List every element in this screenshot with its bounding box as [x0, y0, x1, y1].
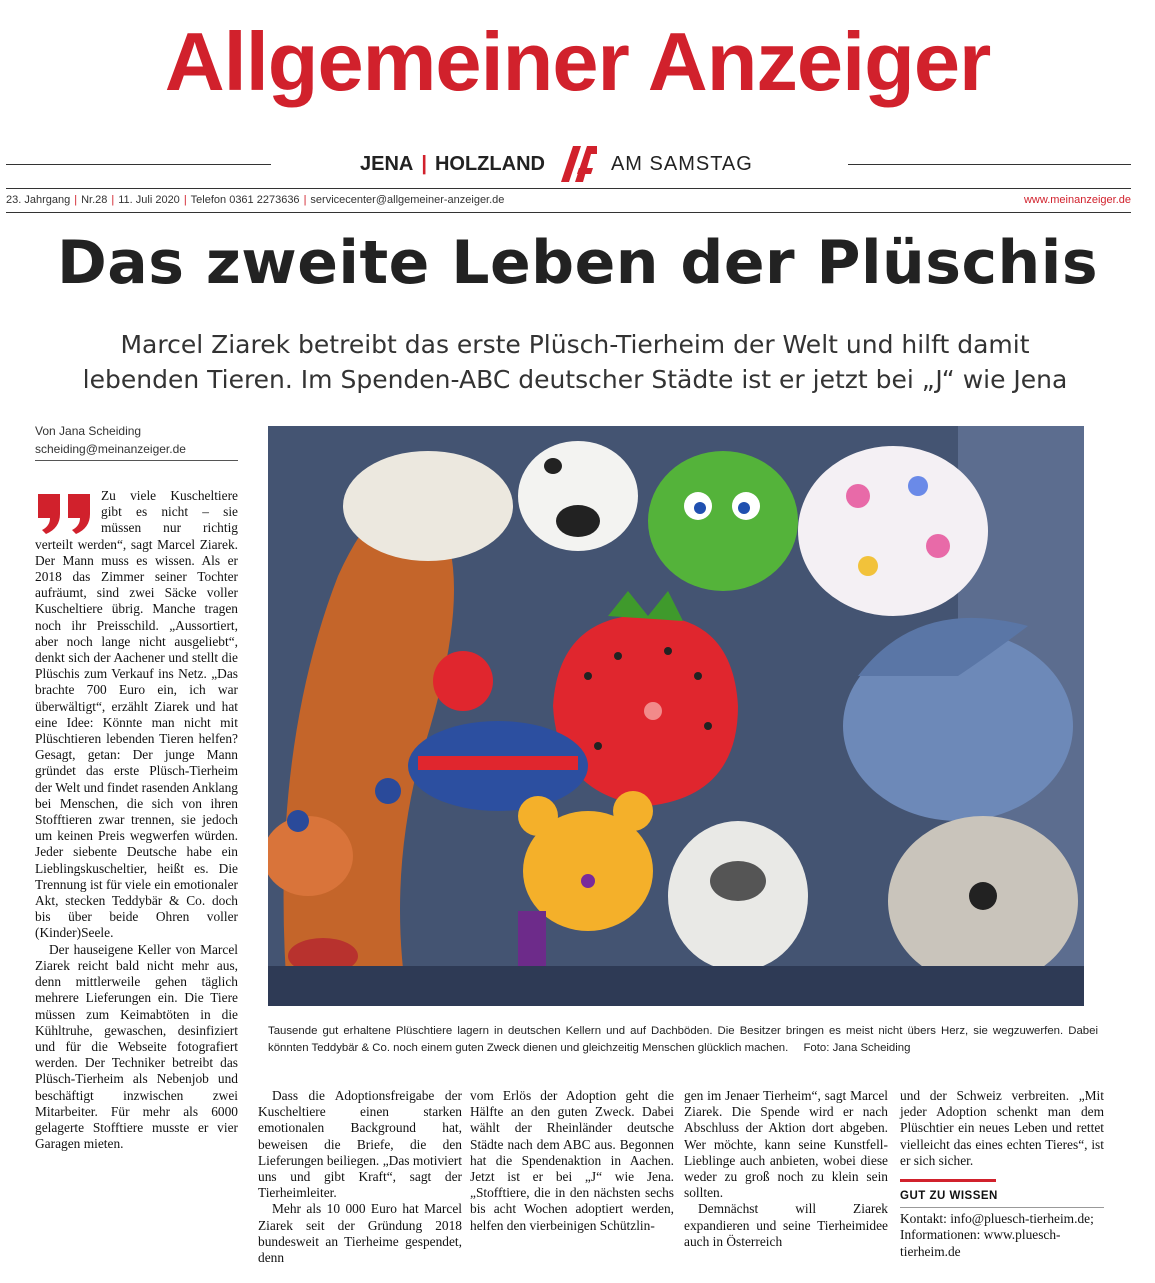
article-paragraph: gen im Jenaer Tierheim“, sagt Marcel Ziarek. Die Spende wird er nach Abschluss der Aktion dort abgeben. Wer möchte, kann seine Kunstfell-Lieblinge auch anbieten, wobei diese weder zu groß noch zu klein sein sollten.: [684, 1088, 888, 1201]
info-box-rule: [900, 1179, 996, 1182]
article-column-4: [684, 1088, 888, 1250]
article-headline: Das zweite Leben der Plüschis: [56, 228, 1099, 298]
quote-mark-icon: [35, 490, 95, 534]
edition-day: AM SAMSTAG: [610, 152, 753, 175]
edition-separator: |: [421, 152, 427, 175]
volume-label: 23. Jahrgang: [6, 194, 71, 206]
article-paragraph: Mehr als 10 000 Euro hat Marcel Ziarek seit der Gründung 2018 bundesweit an Tierheime gespendet, denn: [258, 1201, 462, 1266]
masthead-rule-left: [6, 164, 271, 165]
info-box-separator: [900, 1207, 1104, 1208]
article-column-3: [470, 1088, 674, 1234]
byline-underline: [35, 460, 238, 461]
byline-email[interactable]: scheiding@meinanzeiger.de: [35, 442, 186, 456]
info-box-title: GUT ZU WISSEN: [900, 1190, 998, 1203]
edition-bar: [360, 142, 753, 186]
subhead-line-1: Marcel Ziarek betreibt das erste Plüsch-Tierheim der Welt und hilft damit: [120, 330, 1030, 359]
byline-author: Von Jana Scheiding: [35, 424, 142, 438]
edition-region: HOLZLAND: [434, 152, 545, 175]
article-paragraph: Zu viele Kuscheltiere gibt es nicht – sie müssen nur richtig verteilt werden“, sagt Marcel Ziarek. Der Mann muss es wissen. Als er 2018 das Zimmer seiner Tochter aufräumt, sind zwei Säcke voller Kuscheltiere übrig. Manche tragen noch ihr Preisschild. „Aussortiert, aber noch lange nicht ausgeliebt“, denkt sich der Aachener und stellt die Plüschis zum Verkauf ins Netz. „Das brachte 700 Euro ein, ich war überwältigt“, erzählt Ziarek und hat eine Idee: Könnte man nicht mit Plüschtieren lebenden Tieren helfen? Gesagt, getan: Der junge Mann gründet das erste Plüsch-Tierheim der Welt und findet rasenden Anklang bei Menschen, die sich von ihren Stofftieren zwar trennen, sie jedoch um keinen Preis wegwerfen würden. Jeder siebente Deutsche habe ein Lieblingskuscheltier, heißt es. Die Trennung ist für viele ein emotionaler Akt, stecken Teddybär & Co. doch bis über beide Ohren voller (Kinder)Seele.: [35, 488, 238, 941]
article-photo: [268, 426, 1084, 1006]
article-paragraph: vom Erlös der Adoption geht die Hälfte an den guten Zweck. Dabei wählt der Rheinländer deutsche Städte nach dem ABC aus. Begonnen hat die Spendenaktion in Aachen. Jetzt ist er bei „J“ wie Jena. „Stofftiere, die in den nächsten sechs bis acht Wochen adoptiert werden, helfen den vierbeinigen Schützlin-: [470, 1088, 674, 1233]
phone-label: Telefon 0361 2273636: [190, 194, 300, 206]
flower-bear-plush: [798, 446, 988, 616]
caption-text: Tausende gut erhaltene Plüschtiere lagern in deutschen Kellern und auf Dachböden. Die Besitzer bringen es meist nicht übers Herz, sie wegzuwerfen. Dabei könnten Teddybär & Co. noch einem guten Zweck dienen und gleichzeitig Menschen glücklich machen.: [268, 1025, 1098, 1054]
info-box-text: Kontakt: info@pluesch-tierheim.de; Informationen: www.pluesch-tierheim.de: [900, 1211, 1094, 1259]
issue-label: Nr.28: [81, 194, 108, 206]
masthead-rule-right: [848, 164, 1131, 165]
article-paragraph: Demnächst will Ziarek expandieren und seine Tierheimidee auch in Österreich: [684, 1201, 888, 1249]
service-email[interactable]: servicecenter@allgemeiner-anzeiger.de: [310, 194, 505, 206]
article-subhead: [20, 327, 1130, 397]
photo-caption: [268, 1023, 1098, 1057]
photo-credit: Foto: Jana Scheiding: [803, 1042, 911, 1054]
infobar-rule-bottom: [6, 212, 1131, 213]
article-paragraph: und der Schweiz verbreiten. „Mit jeder Adoption schenkt man dem Plüschtier ein neues Leben und rettet vielleicht das eines echten Tieres“, ist er sich sicher.: [900, 1088, 1104, 1168]
article-column-2: [258, 1088, 462, 1266]
date-label: 11. Juli 2020: [118, 194, 180, 206]
info-bar: 23. Jahrgang | Nr.28 | 11. Juli 2020 | Telefon 0361 2273636 | servicecenter@allgemeiner-anzeiger.de www.meinanzeiger.de: [6, 194, 1131, 206]
newspaper-masthead: Allgemeiner Anzeiger: [164, 15, 991, 108]
subhead-line-2: lebenden Tieren. Im Spenden-ABC deutscher Städte ist er jetzt bei „J“ wie Jena: [82, 365, 1068, 394]
infobar-rule-top: [6, 188, 1131, 189]
article-column-1: [35, 488, 238, 1152]
byline: [35, 422, 186, 458]
website-link[interactable]: www.meinanzeiger.de: [1023, 194, 1131, 206]
article-paragraph: Der hauseigene Keller von Marcel Ziarek reicht bald nicht mehr aus, denn mittlerweile gehen täglich mehrere Lieferungen ein. Die Tiere müssen zum Keimabtöten in die Kühltruhe, gewaschen, desinfiziert und für die Webseite fotografiert werden. Der Techniker betreibt das Plüsch-Tierheim als Nebenjob und beschäftigt inzwischen zwei Mitarbeiter. Für mehr als 6000 gelagerte Stofftiere musste er vier Garagen mieten.: [35, 941, 238, 1152]
aa-logo-icon: [559, 144, 599, 184]
edition-city: JENA: [360, 152, 414, 175]
plush-toys-illustration: [268, 426, 1084, 1006]
frog-plush: [648, 451, 798, 591]
article-paragraph: Dass die Adoptionsfreigabe der Kuscheltiere einen starken emotionalen Background hat, beweisen die Briefe, die den Lieferungen beiliegen. „Das motiviert uns und gibt Kraft“, sagt der Tierheimleiter.: [258, 1088, 462, 1201]
article-column-5: [900, 1088, 1104, 1260]
